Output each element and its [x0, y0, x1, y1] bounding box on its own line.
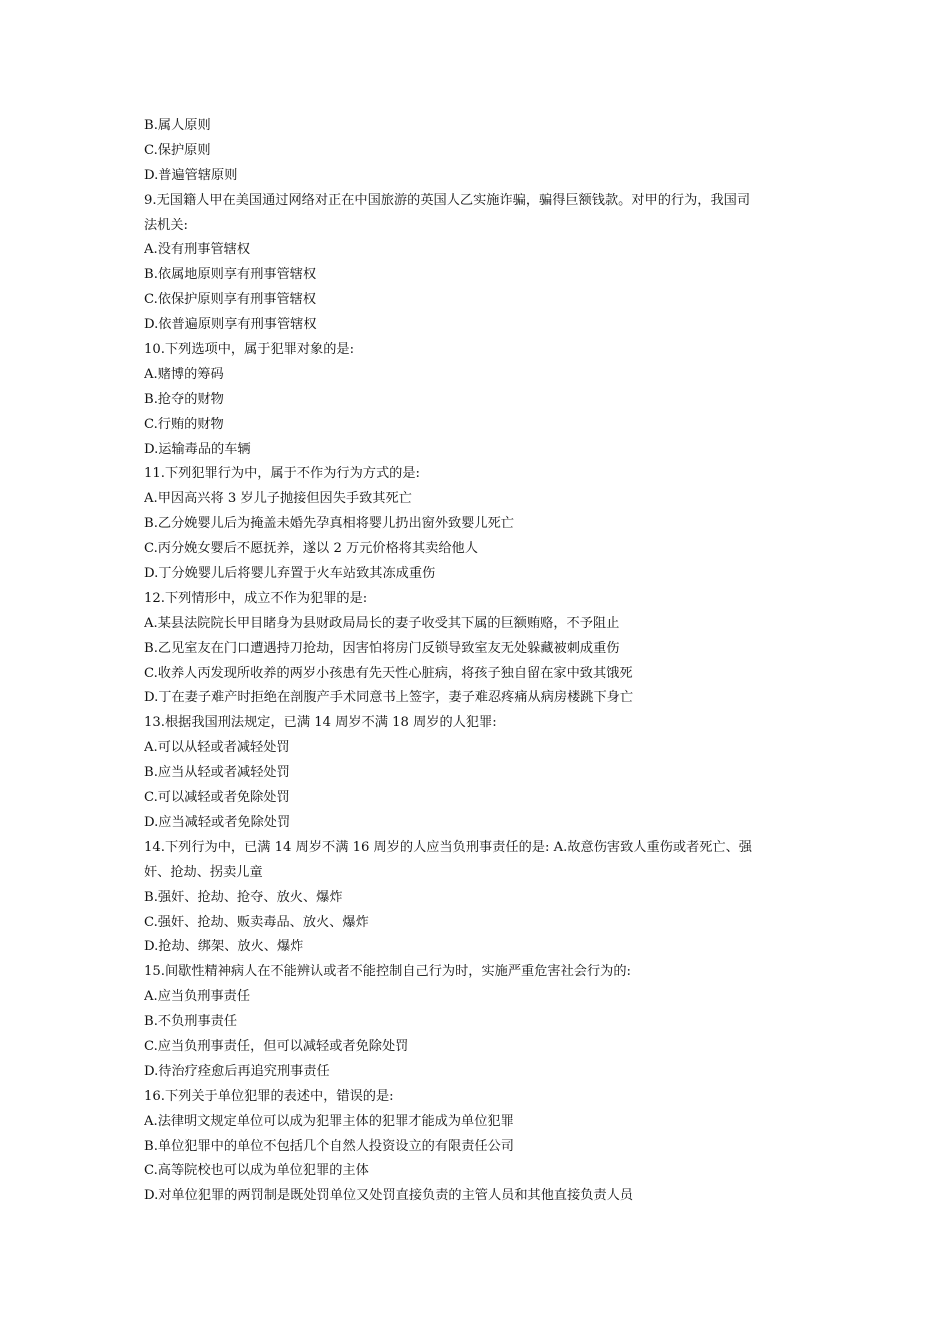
text-line: 16.下列关于单位犯罪的表述中，错误的是: [144, 1088, 394, 1104]
text-line: A.法律明文规定单位可以成为犯罪主体的犯罪才能成为单位犯罪 [144, 1113, 514, 1129]
text-line: B.依属地原则享有刑事管辖权 [144, 267, 317, 283]
text-line: D.丁分娩婴儿后将婴儿弃置于火车站致其冻成重伤 [144, 566, 436, 582]
text-line: C.行贿的财物 [144, 416, 224, 432]
text-line: C.依保护原则享有刑事管辖权 [144, 292, 317, 308]
text-line: D.待治疗痊愈后再追究刑事责任 [144, 1063, 330, 1079]
text-line: A.可以从轻或者减轻处罚 [144, 740, 290, 756]
text-line: 10.下列选项中，属于犯罪对象的是: [144, 342, 355, 358]
text-line: B.乙见室友在门口遭遇持刀抢劫，因害怕将房门反锁导致室友无处躲藏被刺成重伤 [144, 640, 620, 656]
text-line: C.可以减轻或者免除处罚 [144, 790, 290, 806]
text-line: 奸、抢劫、拐卖儿童 [144, 864, 263, 880]
text-line: C.保护原则 [144, 142, 211, 158]
text-line: D.抢劫、绑架、放火、爆炸 [144, 939, 304, 955]
text-line: 法机关: [144, 217, 189, 233]
text-line: D.丁在妻子难产时拒绝在剖腹产手术同意书上签字，妻子难忍疼痛从病房楼跳下身亡 [144, 690, 634, 706]
text-line: C.丙分娩女婴后不愿抚养，遂以 2 万元价格将其卖给他人 [144, 541, 478, 557]
text-line: 13.根据我国刑法规定，已满 14 周岁不满 18 周岁的人犯罪: [144, 715, 497, 731]
text-line: C.应当负刑事责任，但可以减轻或者免除处罚 [144, 1038, 409, 1054]
text-line: B.抢夺的财物 [144, 391, 224, 407]
text-line: C.高等院校也可以成为单位犯罪的主体 [144, 1163, 369, 1179]
text-line: B.乙分娩婴儿后为掩盖未婚先孕真相将婴儿扔出窗外致婴儿死亡 [144, 516, 514, 532]
text-line: C.强奸、抢劫、贩卖毒品、放火、爆炸 [144, 914, 369, 930]
text-line: B.属人原则 [144, 118, 211, 133]
text-line: B.强奸、抢劫、抢夺、放火、爆炸 [144, 889, 343, 905]
text-line: 9.无国籍人甲在美国通过网络对正在中国旅游的英国人乙实施诈骗，骗得巨额钱款。对甲的行为，我国司 [144, 192, 751, 208]
text-line: D.应当减轻或者免除处罚 [144, 814, 291, 830]
text-line: D.普遍管辖原则 [144, 167, 238, 183]
text-line: B.应当从轻或者减轻处罚 [144, 765, 290, 781]
text-line: A.某县法院院长甲目睹身为县财政局局长的妻子收受其下属的巨额贿赂，不予阻止 [144, 615, 620, 631]
text-line: 14.下列行为中，已满 14 周岁不满 16 周岁的人应当负刑事责任的是: A.故意伤害致人重伤或者死亡、强 [144, 839, 752, 855]
text-line: 12.下列情形中，成立不作为犯罪的是: [144, 590, 368, 606]
exam-questions-text [144, 114, 814, 1209]
text-line: A.甲因高兴将 3 岁儿子抛接但因失手致其死亡 [144, 491, 412, 507]
text-line: D.运输毒品的车辆 [144, 441, 251, 457]
text-line: A.没有刑事管辖权 [144, 242, 251, 258]
text-line: B.单位犯罪中的单位不包括几个自然人投资设立的有限责任公司 [144, 1138, 514, 1154]
text-line: A.赌博的筹码 [144, 366, 224, 382]
text-line: D.对单位犯罪的两罚制是既处罚单位又处罚直接负责的主管人员和其他直接负责人员 [144, 1188, 634, 1204]
text-line: C.收养人丙发现所收养的两岁小孩患有先天性心脏病，将孩子独自留在家中致其饿死 [144, 665, 633, 681]
text-line: B.不负刑事责任 [144, 1014, 238, 1030]
text-line: A.应当负刑事责任 [144, 989, 251, 1005]
text-line: 11.下列犯罪行为中，属于不作为行为方式的是: [144, 466, 420, 482]
text-line: 15.间歇性精神病人在不能辨认或者不能控制自己行为时，实施严重危害社会行为的: [144, 964, 631, 980]
text-line: D.依普遍原则享有刑事管辖权 [144, 317, 317, 333]
